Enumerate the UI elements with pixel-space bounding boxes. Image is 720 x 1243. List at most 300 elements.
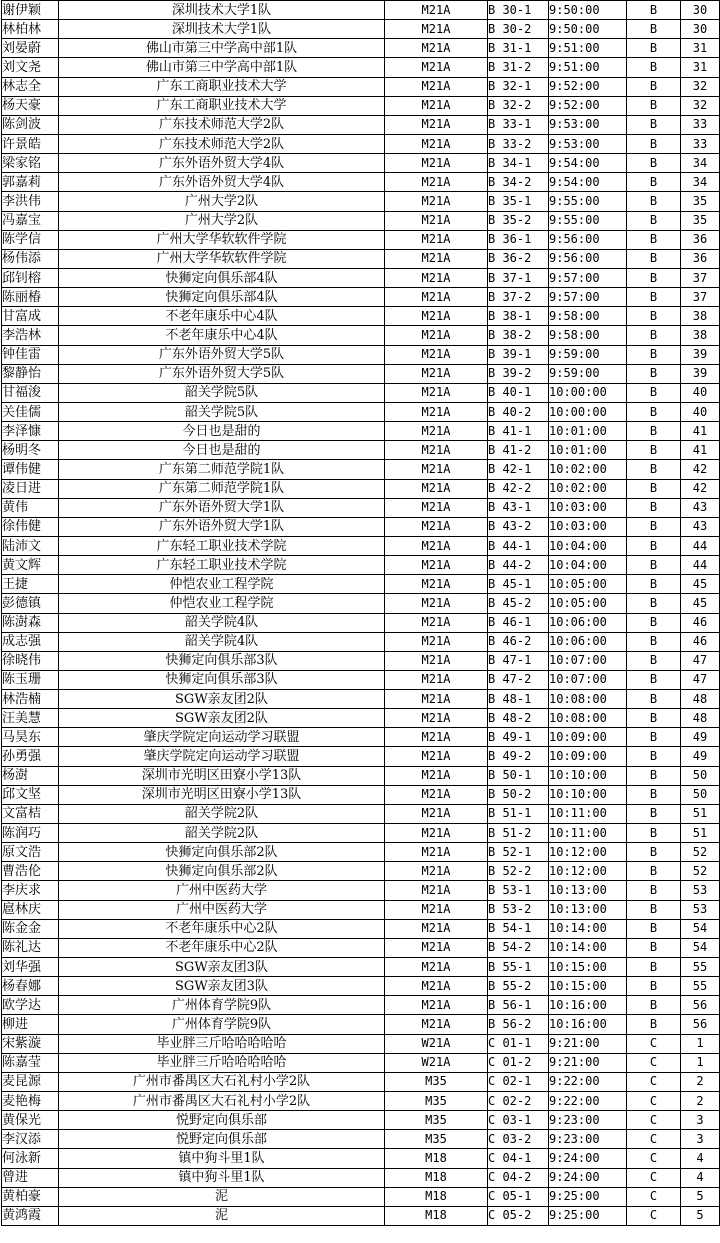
class-cell: M21A — [385, 134, 488, 153]
start-time-cell: 9:55:00 — [549, 192, 627, 211]
course-cell: B — [627, 766, 681, 785]
class-cell: M21A — [385, 1015, 488, 1034]
athlete-name-cell: 林浩楠 — [2, 690, 59, 709]
course-cell: B — [627, 58, 681, 77]
athlete-name-cell: 刘晏蔚 — [2, 39, 59, 58]
group-number-cell: 37 — [681, 288, 720, 307]
class-cell: M21A — [385, 288, 488, 307]
table-row — [2, 670, 720, 689]
group-number-cell: 53 — [681, 881, 720, 900]
course-cell: B — [627, 77, 681, 96]
class-cell: M21A — [385, 422, 488, 441]
class-cell: M21A — [385, 843, 488, 862]
group-number-cell: 55 — [681, 958, 720, 977]
course-cell: B — [627, 39, 681, 58]
course-cell: B — [627, 268, 681, 287]
group-number-cell: 43 — [681, 517, 720, 536]
team-name-cell: 广东轻工职业技术学院 — [59, 536, 385, 555]
class-cell: M18 — [385, 1206, 488, 1225]
athlete-name-cell: 郭嘉莉 — [2, 173, 59, 192]
team-name-cell: 韶关学院2队 — [59, 804, 385, 823]
bib-code-cell: B 45-1 — [488, 575, 549, 594]
start-time-cell: 10:14:00 — [549, 938, 627, 957]
course-cell: B — [627, 154, 681, 173]
start-time-cell: 9:23:00 — [549, 1130, 627, 1149]
group-number-cell: 52 — [681, 843, 720, 862]
course-cell: B — [627, 651, 681, 670]
table-row — [2, 422, 720, 441]
bib-code-cell: B 49-2 — [488, 747, 549, 766]
class-cell: M21A — [385, 268, 488, 287]
table-row — [2, 881, 720, 900]
table-row — [2, 575, 720, 594]
athlete-name-cell: 杨伟添 — [2, 249, 59, 268]
athlete-name-cell: 徐晓伟 — [2, 651, 59, 670]
athlete-name-cell: 陈礼达 — [2, 938, 59, 957]
group-number-cell: 44 — [681, 556, 720, 575]
team-name-cell: 深圳技术大学1队 — [59, 1, 385, 20]
athlete-name-cell: 林志全 — [2, 77, 59, 96]
course-cell: B — [627, 422, 681, 441]
class-cell: M21A — [385, 326, 488, 345]
table-row — [2, 211, 720, 230]
start-time-cell: 9:56:00 — [549, 249, 627, 268]
team-name-cell: 广东外语外贸大学1队 — [59, 498, 385, 517]
course-cell: B — [627, 460, 681, 479]
bib-code-cell: B 41-1 — [488, 422, 549, 441]
athlete-name-cell: 黄伟 — [2, 498, 59, 517]
group-number-cell: 32 — [681, 96, 720, 115]
team-name-cell: 广东轻工职业技术学院 — [59, 556, 385, 575]
group-number-cell: 44 — [681, 536, 720, 555]
athlete-name-cell: 杨澍 — [2, 766, 59, 785]
team-name-cell: 快狮定向俱乐部2队 — [59, 843, 385, 862]
athlete-name-cell: 成志强 — [2, 632, 59, 651]
athlete-name-cell: 何泳新 — [2, 1149, 59, 1168]
bib-code-cell: B 52-2 — [488, 862, 549, 881]
team-name-cell: 广州中医药大学 — [59, 881, 385, 900]
bib-code-cell: B 53-2 — [488, 900, 549, 919]
bib-code-cell: B 40-1 — [488, 383, 549, 402]
start-time-cell: 9:58:00 — [549, 307, 627, 326]
bib-code-cell: B 35-2 — [488, 211, 549, 230]
start-time-cell: 10:02:00 — [549, 479, 627, 498]
team-name-cell: 韶关学院4队 — [59, 613, 385, 632]
class-cell: M21A — [385, 651, 488, 670]
athlete-name-cell: 甘富成 — [2, 307, 59, 326]
athlete-name-cell: 马昊东 — [2, 728, 59, 747]
class-cell: M21A — [385, 96, 488, 115]
team-name-cell: SGW亲友团2队 — [59, 690, 385, 709]
course-cell: B — [627, 230, 681, 249]
athlete-name-cell: 杨天豪 — [2, 96, 59, 115]
start-time-cell: 10:04:00 — [549, 536, 627, 555]
bib-code-cell: B 46-1 — [488, 613, 549, 632]
course-cell: B — [627, 996, 681, 1015]
table-row — [2, 690, 720, 709]
table-row — [2, 249, 720, 268]
bib-code-cell: B 38-1 — [488, 307, 549, 326]
start-time-cell: 9:59:00 — [549, 364, 627, 383]
start-time-cell: 10:06:00 — [549, 613, 627, 632]
table-row — [2, 326, 720, 345]
start-time-cell: 9:22:00 — [549, 1072, 627, 1091]
course-cell: B — [627, 134, 681, 153]
start-time-cell: 10:07:00 — [549, 651, 627, 670]
team-name-cell: 泥 — [59, 1206, 385, 1225]
bib-code-cell: B 39-2 — [488, 364, 549, 383]
athlete-name-cell: 李浩林 — [2, 326, 59, 345]
athlete-name-cell: 曾进 — [2, 1168, 59, 1187]
course-cell: C — [627, 1034, 681, 1053]
start-time-cell: 9:25:00 — [549, 1187, 627, 1206]
course-cell: B — [627, 785, 681, 804]
class-cell: M35 — [385, 1092, 488, 1111]
team-name-cell: 快狮定向俱乐部4队 — [59, 288, 385, 307]
start-time-cell: 9:57:00 — [549, 288, 627, 307]
class-cell: W21A — [385, 1034, 488, 1053]
team-name-cell: 快狮定向俱乐部3队 — [59, 670, 385, 689]
group-number-cell: 54 — [681, 938, 720, 957]
group-number-cell: 46 — [681, 632, 720, 651]
group-number-cell: 48 — [681, 709, 720, 728]
course-cell: B — [627, 536, 681, 555]
bib-code-cell: C 04-2 — [488, 1168, 549, 1187]
start-time-cell: 9:25:00 — [549, 1206, 627, 1225]
athlete-name-cell: 王捷 — [2, 575, 59, 594]
table-row — [2, 77, 720, 96]
group-number-cell: 46 — [681, 613, 720, 632]
class-cell: M21A — [385, 154, 488, 173]
table-row — [2, 288, 720, 307]
athlete-name-cell: 麦昆源 — [2, 1072, 59, 1091]
bib-code-cell: C 02-2 — [488, 1092, 549, 1111]
athlete-name-cell: 陈澍森 — [2, 613, 59, 632]
athlete-name-cell: 柳进 — [2, 1015, 59, 1034]
team-name-cell: 镇中狗斗里1队 — [59, 1168, 385, 1187]
table-row — [2, 1053, 720, 1072]
team-name-cell: SGW亲友团3队 — [59, 977, 385, 996]
start-time-cell: 9:24:00 — [549, 1149, 627, 1168]
class-cell: M21A — [385, 670, 488, 689]
class-cell: M21A — [385, 613, 488, 632]
bib-code-cell: B 42-2 — [488, 479, 549, 498]
class-cell: M21A — [385, 536, 488, 555]
athlete-name-cell: 彭德镇 — [2, 594, 59, 613]
team-name-cell: 广东外语外贸大学4队 — [59, 154, 385, 173]
athlete-name-cell: 李庆求 — [2, 881, 59, 900]
group-number-cell: 5 — [681, 1206, 720, 1225]
athlete-name-cell: 梁家铭 — [2, 154, 59, 173]
athlete-name-cell: 邱钊榕 — [2, 268, 59, 287]
group-number-cell: 56 — [681, 996, 720, 1015]
course-cell: C — [627, 1187, 681, 1206]
team-name-cell: 广东外语外贸大学5队 — [59, 364, 385, 383]
class-cell: M21A — [385, 307, 488, 326]
table-row — [2, 1111, 720, 1130]
athlete-name-cell: 杨明冬 — [2, 441, 59, 460]
bib-code-cell: B 48-2 — [488, 709, 549, 728]
bib-code-cell: C 03-2 — [488, 1130, 549, 1149]
athlete-name-cell: 欧学达 — [2, 996, 59, 1015]
class-cell: M18 — [385, 1149, 488, 1168]
bib-code-cell: C 05-1 — [488, 1187, 549, 1206]
bib-code-cell: B 50-2 — [488, 785, 549, 804]
course-cell: B — [627, 1, 681, 20]
course-cell: B — [627, 747, 681, 766]
course-cell: B — [627, 441, 681, 460]
athlete-name-cell: 李泽慷 — [2, 422, 59, 441]
table-row — [2, 58, 720, 77]
group-number-cell: 51 — [681, 824, 720, 843]
team-name-cell: 广东外语外贸大学4队 — [59, 173, 385, 192]
team-name-cell: 快狮定向俱乐部3队 — [59, 651, 385, 670]
athlete-name-cell: 凌日进 — [2, 479, 59, 498]
course-cell: B — [627, 345, 681, 364]
team-name-cell: 广州大学华软软件学院 — [59, 230, 385, 249]
start-time-cell: 9:56:00 — [549, 230, 627, 249]
bib-code-cell: B 56-2 — [488, 1015, 549, 1034]
course-cell: C — [627, 1130, 681, 1149]
start-time-cell: 10:08:00 — [549, 690, 627, 709]
course-cell: B — [627, 977, 681, 996]
group-number-cell: 42 — [681, 460, 720, 479]
table-row — [2, 785, 720, 804]
table-row — [2, 307, 720, 326]
table-row — [2, 460, 720, 479]
bib-code-cell: B 34-2 — [488, 173, 549, 192]
bib-code-cell: C 02-1 — [488, 1072, 549, 1091]
course-cell: B — [627, 881, 681, 900]
group-number-cell: 53 — [681, 900, 720, 919]
athlete-name-cell: 黄鸿霞 — [2, 1206, 59, 1225]
group-number-cell: 41 — [681, 441, 720, 460]
group-number-cell: 2 — [681, 1092, 720, 1111]
bib-code-cell: B 36-2 — [488, 249, 549, 268]
course-cell: B — [627, 804, 681, 823]
bib-code-cell: B 39-1 — [488, 345, 549, 364]
group-number-cell: 45 — [681, 575, 720, 594]
class-cell: M21A — [385, 728, 488, 747]
class-cell: M21A — [385, 824, 488, 843]
team-name-cell: 泥 — [59, 1187, 385, 1206]
table-row — [2, 268, 720, 287]
athlete-name-cell: 黄柏豪 — [2, 1187, 59, 1206]
group-number-cell: 49 — [681, 747, 720, 766]
course-cell: C — [627, 1053, 681, 1072]
table-row — [2, 1015, 720, 1034]
bib-code-cell: B 45-2 — [488, 594, 549, 613]
table-row — [2, 1206, 720, 1225]
group-number-cell: 37 — [681, 268, 720, 287]
start-time-cell: 10:00:00 — [549, 383, 627, 402]
course-cell: B — [627, 613, 681, 632]
start-time-cell: 10:11:00 — [549, 824, 627, 843]
course-cell: B — [627, 173, 681, 192]
group-number-cell: 45 — [681, 594, 720, 613]
class-cell: M21A — [385, 785, 488, 804]
team-name-cell: 悦野定向俱乐部 — [59, 1130, 385, 1149]
group-number-cell: 2 — [681, 1072, 720, 1091]
start-time-cell: 9:54:00 — [549, 173, 627, 192]
athlete-name-cell: 甘福浚 — [2, 383, 59, 402]
team-name-cell: 不老年康乐中心2队 — [59, 919, 385, 938]
table-row — [2, 651, 720, 670]
group-number-cell: 39 — [681, 364, 720, 383]
team-name-cell: 广东工商职业技术大学 — [59, 96, 385, 115]
class-cell: M35 — [385, 1072, 488, 1091]
start-time-cell: 10:09:00 — [549, 747, 627, 766]
start-time-cell: 9:53:00 — [549, 115, 627, 134]
athlete-name-cell: 陈玉珊 — [2, 670, 59, 689]
class-cell: M21A — [385, 632, 488, 651]
group-number-cell: 33 — [681, 134, 720, 153]
start-time-cell: 10:16:00 — [549, 1015, 627, 1034]
group-number-cell: 40 — [681, 383, 720, 402]
start-time-cell: 10:05:00 — [549, 594, 627, 613]
start-time-cell: 10:15:00 — [549, 958, 627, 977]
group-number-cell: 34 — [681, 173, 720, 192]
bib-code-cell: C 04-1 — [488, 1149, 549, 1168]
table-row — [2, 709, 720, 728]
table-row — [2, 1092, 720, 1111]
bib-code-cell: B 35-1 — [488, 192, 549, 211]
group-number-cell: 48 — [681, 690, 720, 709]
table-row — [2, 958, 720, 977]
table-row — [2, 230, 720, 249]
table-row — [2, 173, 720, 192]
team-name-cell: 广州市番禺区大石礼村小学2队 — [59, 1092, 385, 1111]
team-name-cell: 广东外语外贸大学5队 — [59, 345, 385, 364]
class-cell: M21A — [385, 39, 488, 58]
class-cell: M18 — [385, 1187, 488, 1206]
class-cell: M21A — [385, 594, 488, 613]
team-name-cell: 快狮定向俱乐部2队 — [59, 862, 385, 881]
start-time-cell: 9:50:00 — [549, 20, 627, 39]
team-name-cell: 悦野定向俱乐部 — [59, 1111, 385, 1130]
course-cell: B — [627, 192, 681, 211]
bib-code-cell: B 34-1 — [488, 154, 549, 173]
group-number-cell: 51 — [681, 804, 720, 823]
bib-code-cell: B 44-2 — [488, 556, 549, 575]
course-cell: B — [627, 862, 681, 881]
table-row — [2, 996, 720, 1015]
class-cell: M21A — [385, 938, 488, 957]
class-cell: M18 — [385, 1168, 488, 1187]
start-time-cell: 9:51:00 — [549, 39, 627, 58]
class-cell: M21A — [385, 230, 488, 249]
bib-code-cell: B 54-2 — [488, 938, 549, 957]
team-name-cell: 毕业胖三斤哈哈哈哈哈 — [59, 1034, 385, 1053]
team-name-cell: 韶关学院2队 — [59, 824, 385, 843]
course-cell: B — [627, 517, 681, 536]
table-row — [2, 1130, 720, 1149]
team-name-cell: 广东工商职业技术大学 — [59, 77, 385, 96]
course-cell: C — [627, 1168, 681, 1187]
bib-code-cell: B 55-2 — [488, 977, 549, 996]
athlete-name-cell: 原文浩 — [2, 843, 59, 862]
bib-code-cell: C 01-2 — [488, 1053, 549, 1072]
bib-code-cell: B 37-2 — [488, 288, 549, 307]
group-number-cell: 41 — [681, 422, 720, 441]
table-row — [2, 134, 720, 153]
group-number-cell: 50 — [681, 785, 720, 804]
start-time-cell: 9:21:00 — [549, 1034, 627, 1053]
team-name-cell: 肇庆学院定向运动学习联盟 — [59, 728, 385, 747]
team-name-cell: SGW亲友团3队 — [59, 958, 385, 977]
athlete-name-cell: 陈润巧 — [2, 824, 59, 843]
start-time-cell: 10:13:00 — [549, 881, 627, 900]
group-number-cell: 3 — [681, 1111, 720, 1130]
team-name-cell: 镇中狗斗里1队 — [59, 1149, 385, 1168]
class-cell: M21A — [385, 211, 488, 230]
team-name-cell: 韶关学院5队 — [59, 383, 385, 402]
group-number-cell: 5 — [681, 1187, 720, 1206]
class-cell: M21A — [385, 77, 488, 96]
course-cell: B — [627, 670, 681, 689]
team-name-cell: 广东外语外贸大学1队 — [59, 517, 385, 536]
course-cell: B — [627, 843, 681, 862]
start-time-cell: 10:01:00 — [549, 422, 627, 441]
course-cell: B — [627, 1015, 681, 1034]
class-cell: M21A — [385, 364, 488, 383]
team-name-cell: 广州中医药大学 — [59, 900, 385, 919]
table-row — [2, 517, 720, 536]
course-cell: B — [627, 824, 681, 843]
start-time-cell: 9:58:00 — [549, 326, 627, 345]
start-time-cell: 10:02:00 — [549, 460, 627, 479]
start-time-cell: 10:15:00 — [549, 977, 627, 996]
bib-code-cell: B 51-2 — [488, 824, 549, 843]
athlete-name-cell: 陈剑波 — [2, 115, 59, 134]
group-number-cell: 52 — [681, 862, 720, 881]
group-number-cell: 38 — [681, 307, 720, 326]
class-cell: M21A — [385, 402, 488, 421]
class-cell: M21A — [385, 173, 488, 192]
bib-code-cell: B 43-2 — [488, 517, 549, 536]
team-name-cell: 广州大学2队 — [59, 211, 385, 230]
course-cell: B — [627, 498, 681, 517]
bib-code-cell: B 30-1 — [488, 1, 549, 20]
bib-code-cell: B 53-1 — [488, 881, 549, 900]
athlete-name-cell: 林柏林 — [2, 20, 59, 39]
team-name-cell: 广东第二师范学院1队 — [59, 460, 385, 479]
table-row — [2, 441, 720, 460]
bib-code-cell: B 51-1 — [488, 804, 549, 823]
class-cell: M21A — [385, 479, 488, 498]
athlete-name-cell: 黄文辉 — [2, 556, 59, 575]
class-cell: M21A — [385, 498, 488, 517]
team-name-cell: 深圳市光明区田寮小学13队 — [59, 766, 385, 785]
athlete-name-cell: 汪美慧 — [2, 709, 59, 728]
start-time-cell: 10:12:00 — [549, 862, 627, 881]
table-row — [2, 96, 720, 115]
start-time-cell: 9:54:00 — [549, 154, 627, 173]
bib-code-cell: C 01-1 — [488, 1034, 549, 1053]
class-cell: M21A — [385, 881, 488, 900]
start-time-cell: 9:53:00 — [549, 134, 627, 153]
table-row — [2, 862, 720, 881]
team-name-cell: 不老年康乐中心4队 — [59, 307, 385, 326]
bib-code-cell: B 40-2 — [488, 402, 549, 421]
team-name-cell: 广州体育学院9队 — [59, 1015, 385, 1034]
group-number-cell: 35 — [681, 192, 720, 211]
class-cell: M35 — [385, 1130, 488, 1149]
group-number-cell: 42 — [681, 479, 720, 498]
bib-code-cell: B 30-2 — [488, 20, 549, 39]
group-number-cell: 31 — [681, 39, 720, 58]
group-number-cell: 43 — [681, 498, 720, 517]
